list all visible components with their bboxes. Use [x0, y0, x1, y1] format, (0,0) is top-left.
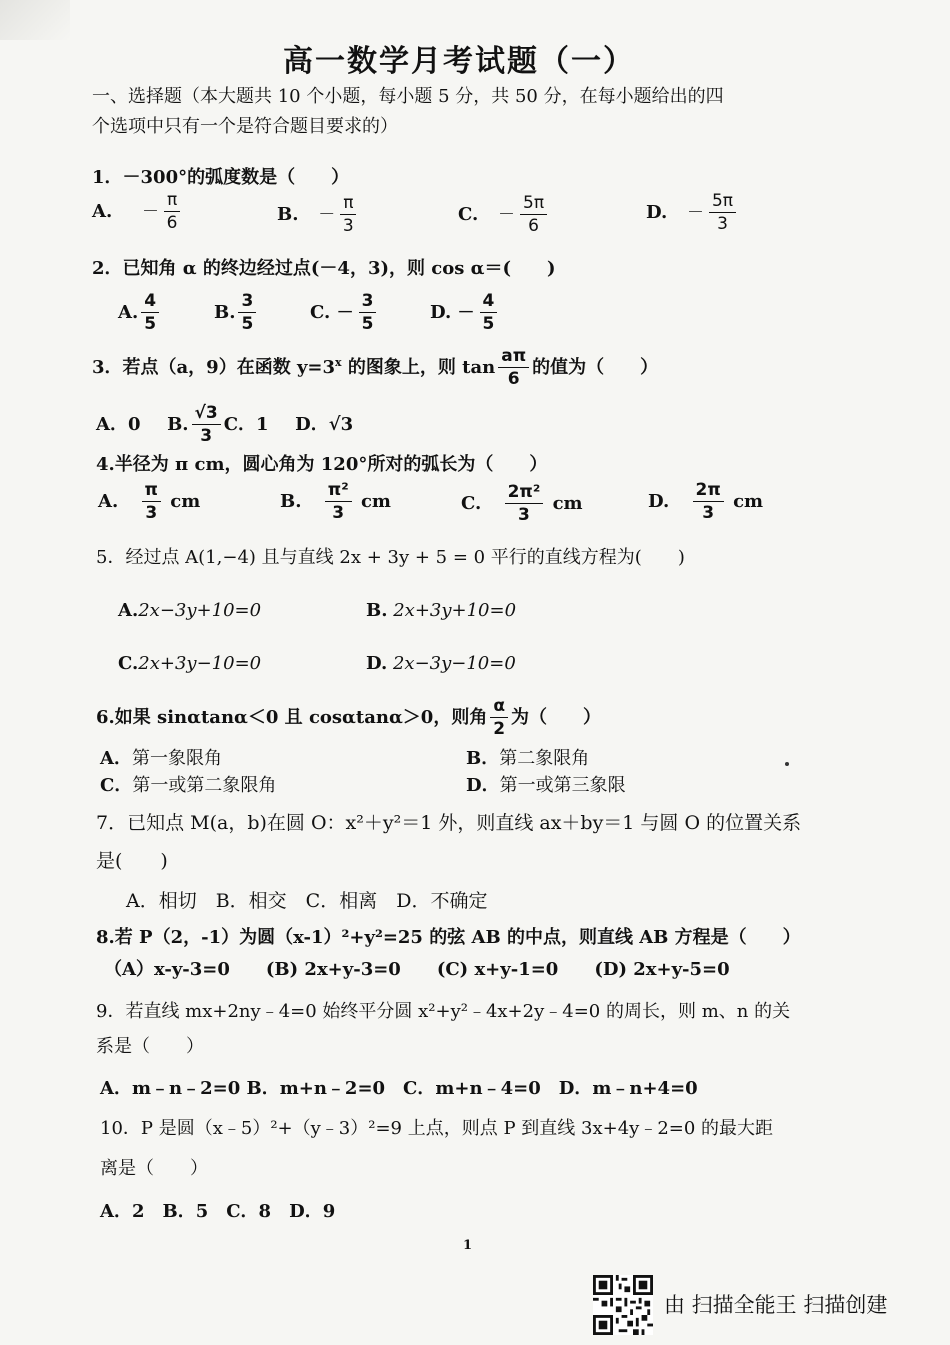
q1-c-label: C.	[458, 204, 479, 225]
q4-a-unit: cm	[170, 491, 201, 512]
q2-c-num: 3	[359, 293, 377, 313]
section-heading-line1: 一、选择题（本大题共 10 个小题，每小题 5 分，共 50 分，在每小题给出的四	[92, 86, 724, 107]
q3-a: A．0	[96, 414, 141, 435]
q5-b-text: 2x+3y+10=0	[393, 600, 517, 621]
q2-b-den: 5	[241, 314, 254, 334]
q3-stem-den: 6	[507, 369, 520, 389]
q4-d-den: 3	[702, 503, 715, 523]
q4-b-fraction	[325, 482, 352, 522]
q2-option-a	[118, 293, 162, 333]
q1-b-fraction	[340, 195, 356, 235]
q1-option-d	[646, 193, 739, 233]
q3-options	[96, 405, 353, 445]
q5-a-label: A.	[118, 600, 139, 621]
q2-d-label: D.	[430, 302, 452, 323]
q6-stem-num: α	[490, 698, 508, 718]
q2-d-den: 5	[482, 314, 495, 334]
q2-c-fraction	[359, 293, 377, 333]
q1-c-neg: －	[498, 205, 516, 225]
q2-option-c	[310, 293, 379, 333]
q5-option-a	[118, 598, 261, 624]
q1-d-num: 5π	[709, 193, 736, 213]
q5-a-text: 2x−3y+10=0	[138, 600, 262, 621]
q4-stem: 4.半径为 π cm，圆心角为 120°所对的弧长为（ ）	[96, 454, 548, 475]
section-heading-line2: 个选项中只有一个是符合题目要求的）	[92, 116, 398, 137]
q1-d-den: 3	[717, 214, 728, 234]
q3-stem	[92, 348, 658, 388]
q6-option-b	[466, 746, 589, 772]
q3-stem-mid: 的图象上，则 tan	[341, 357, 496, 378]
q4-b-num: π²	[325, 482, 352, 502]
q3-b-num: √3	[192, 405, 221, 425]
scanner-watermark: 由 扫描全能王 扫描创建	[664, 1293, 888, 1317]
q1-d-neg: －	[686, 203, 704, 223]
q6-stem-post: 为（ ）	[511, 707, 602, 728]
q5-d-label: D.	[366, 653, 388, 674]
q6-c-label: C．	[100, 775, 133, 796]
q4-d-num: 2π	[693, 482, 724, 502]
q8-stem: 8.若 P（2，-1）为圆（x-1）²+y²=25 的弦 AB 的中点，则直线 AB 方程是（ ）	[96, 927, 801, 948]
q4-c-num: 2π²	[505, 484, 544, 504]
q4-option-c	[461, 484, 583, 524]
q3-stem-sup: x	[335, 356, 342, 369]
q9-stem-line1: 9．若直线 mx+2ny﹣4=0 始终平分圆 x²+y²﹣4x+2y﹣4=0 的周长，则 m、n 的关	[96, 1001, 791, 1022]
q3-b-label: B.	[167, 414, 189, 435]
q10-stem-line1: 10．P 是圆（x﹣5）²+（y﹣3）²=9 上点，则点 P 到直线 3x+4y﹣2=0 的最大距	[100, 1118, 774, 1139]
q4-b-unit: cm	[360, 491, 391, 512]
q3-stem-pre: 3．若点（a，9）在函数 y=3	[92, 357, 336, 378]
q2-stem: 2．已知角 α 的终边经过点(－4，3)，则 cos α＝( )	[92, 258, 556, 279]
q1-c-num: 5π	[520, 195, 547, 215]
q3-stem-post: 的值为（ ）	[532, 357, 659, 378]
q6-b-label: B．	[466, 748, 500, 769]
q5-option-c	[118, 651, 261, 677]
qr-code-icon	[593, 1275, 653, 1335]
q1-option-a	[92, 192, 183, 232]
q1-c-den: 6	[528, 216, 539, 236]
q5-option-d	[366, 651, 516, 677]
q1-a-den: 6	[166, 213, 178, 233]
q6-stem	[96, 698, 601, 738]
q7-stem-line2: 是( )	[96, 850, 168, 872]
q3-stem-fraction	[498, 348, 529, 388]
q10-stem-line2: 离是（ ）	[100, 1158, 208, 1179]
q6-option-d	[466, 773, 626, 799]
page-number: 1	[463, 1238, 473, 1253]
q2-a-den: 5	[144, 314, 157, 334]
q6-a-label: A．	[100, 748, 132, 769]
q1-a-label: A.	[92, 201, 113, 222]
q1-b-neg: －	[318, 205, 336, 225]
q1-c-fraction	[520, 195, 547, 235]
q3-d: D．√3	[295, 414, 354, 435]
q4-c-label: C.	[461, 493, 482, 514]
q5-c-label: C.	[118, 653, 139, 674]
q4-option-a	[98, 482, 200, 522]
q2-a-label: A.	[118, 302, 139, 323]
q4-d-label: D.	[648, 491, 670, 512]
q2-d-num: 4	[480, 293, 498, 313]
q2-b-label: B.	[214, 302, 236, 323]
q1-option-b	[277, 195, 359, 235]
q5-c-text: 2x+3y−10=0	[138, 653, 262, 674]
q1-stem: 1．－300°的弧度数是（ ）	[92, 167, 350, 188]
q2-b-fraction	[238, 293, 256, 333]
q5-stem: 5．经过点 A(1,−4) 且与直线 2x + 3y + 5 = 0 平行的直线方程为( )	[96, 547, 685, 568]
q6-d-text: 第一或第三象限	[499, 775, 626, 796]
q1-a-num: π	[164, 192, 180, 212]
q2-option-b	[214, 293, 259, 333]
q6-option-a	[100, 746, 222, 772]
q5-b-label: B.	[366, 600, 388, 621]
q2-b-num: 3	[238, 293, 256, 313]
q3-b-fraction	[192, 405, 221, 445]
q3-b-den: 3	[200, 426, 213, 446]
q7-stem-line1: 7．已知点 M(a，b)在圆 O：x²＋y²＝1 外，则直线 ax＋by＝1 与圆 O 的位置关系	[96, 812, 802, 834]
q9-options: A．m﹣n﹣2=0 B．m+n﹣2=0 C．m+n﹣4=0 D．m﹣n+4=0	[100, 1078, 698, 1099]
q9-stem-line2: 系是（ ）	[96, 1036, 204, 1057]
q6-a-text: 第一象限角	[131, 748, 222, 769]
q4-d-fraction	[693, 482, 724, 522]
q4-a-label: A.	[98, 491, 119, 512]
q6-stem-fraction	[490, 698, 508, 738]
q1-option-c	[458, 195, 550, 235]
scan-speck	[785, 762, 789, 766]
q3-c: C．1	[223, 414, 269, 435]
q4-a-num: π	[142, 482, 161, 502]
q6-d-label: D．	[466, 775, 500, 796]
q8-options: （A）x-y-3=0 (B) 2x+y-3=0 (C) x+y-1=0 (D) 2x+y-5=0	[104, 959, 730, 980]
q4-a-den: 3	[145, 503, 158, 523]
q1-d-fraction	[709, 193, 736, 233]
q6-c-text: 第一或第二象限角	[132, 775, 277, 796]
q1-b-den: 3	[342, 216, 354, 236]
scan-shadow	[0, 0, 70, 40]
q2-c-label: C.	[310, 302, 331, 323]
q1-a-neg: －	[141, 202, 159, 222]
q4-option-b	[280, 482, 391, 522]
q4-c-den: 3	[518, 505, 530, 525]
q1-a-fraction	[164, 192, 180, 232]
q6-stem-den: 2	[493, 719, 506, 739]
q2-d-fraction	[480, 293, 498, 333]
q4-c-fraction	[505, 484, 544, 524]
q7-options: A．相切 B．相交 C．相离 D．不确定	[126, 890, 488, 912]
q4-d-unit: cm	[733, 491, 764, 512]
q2-a-fraction	[141, 293, 159, 333]
q6-b-text: 第二象限角	[499, 748, 590, 769]
q2-d-neg: －	[457, 303, 475, 323]
q5-option-b	[366, 598, 516, 624]
q4-b-label: B.	[280, 491, 302, 512]
q4-a-fraction	[142, 482, 161, 522]
q4-option-d	[648, 482, 763, 522]
q1-b-label: B.	[277, 204, 299, 225]
q1-d-label: D.	[646, 202, 668, 223]
q6-stem-pre: 6.如果 sinαtanα＜0 且 cosαtanα＞0，则角	[96, 707, 488, 728]
page-title: 高一数学月考试题（一）	[283, 44, 635, 79]
q2-c-den: 5	[361, 314, 374, 334]
q5-d-text: 2x−3y−10=0	[392, 653, 516, 674]
q6-option-c	[100, 773, 276, 799]
q4-c-unit: cm	[552, 493, 583, 514]
q3-stem-num: aπ	[498, 348, 529, 368]
q2-a-num: 4	[141, 293, 159, 313]
q1-b-num: π	[340, 195, 356, 215]
q2-option-d	[430, 293, 500, 333]
q4-b-den: 3	[332, 503, 345, 523]
q2-c-neg: －	[336, 303, 354, 323]
q10-options: A．2 B．5 C．8 D．9	[100, 1201, 336, 1222]
